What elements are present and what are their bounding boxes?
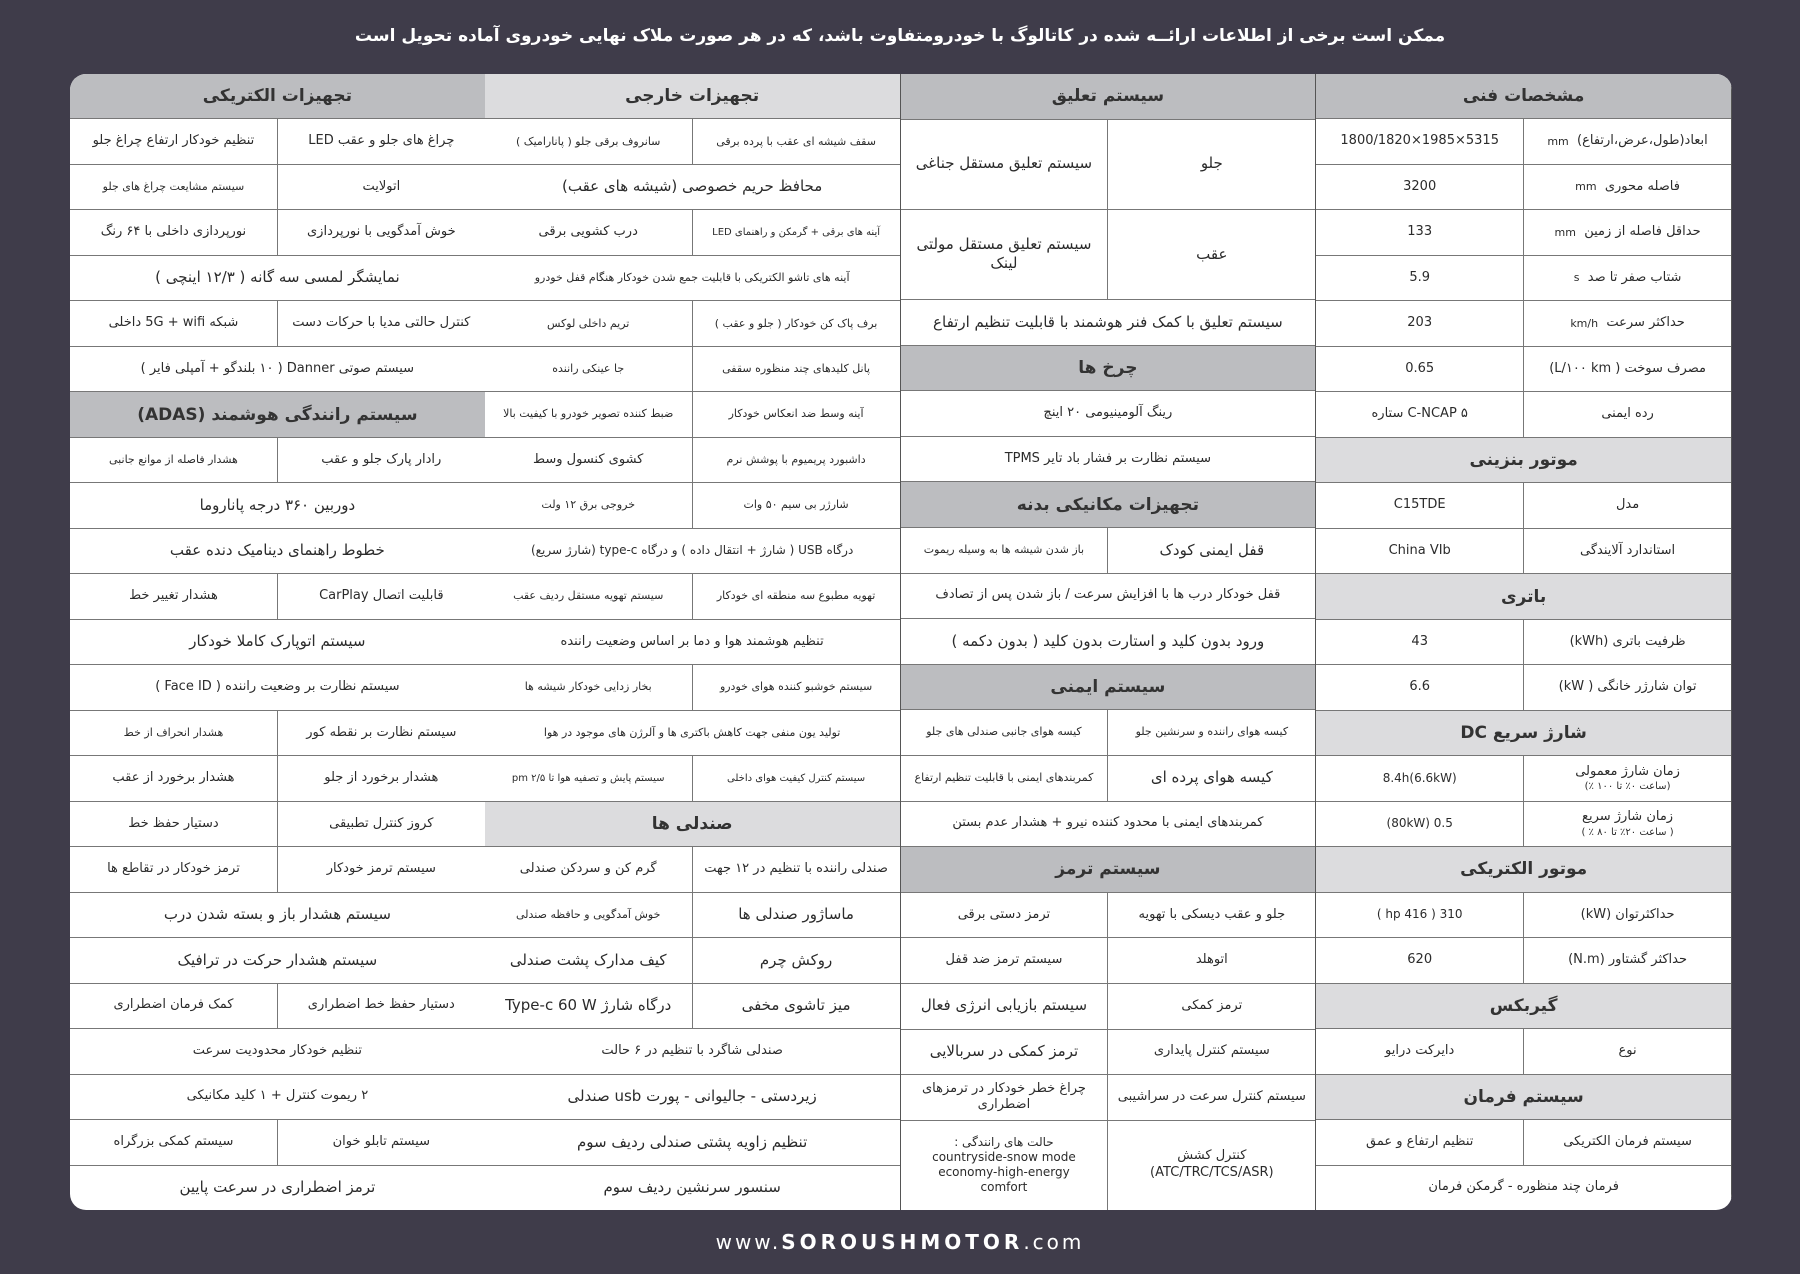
spec-value: 43 bbox=[1316, 620, 1524, 664]
motor-header: موتور الکتریکی bbox=[1460, 859, 1588, 880]
feature: سیستم بازیابی انرژی فعال bbox=[901, 984, 1109, 1029]
feature: سیستم هشدار حرکت در ترافیک bbox=[177, 950, 378, 969]
suspension-adjust: سیستم تعلیق با کمک فنر هوشمند با قابلیت تنظیم ارتفاع bbox=[933, 312, 1283, 331]
spec-label: فاصله محوری mm bbox=[1575, 178, 1680, 194]
steering-header: سیستم فرمان bbox=[1463, 1086, 1584, 1107]
spec-value: 133 bbox=[1316, 210, 1524, 254]
feature: تنظیم هوشمند هوا و دما بر اساس وضعیت راننده bbox=[560, 633, 824, 649]
feature: نمایشگر لمسی سه گانه ( ۱۲/۳ اینچی ) bbox=[155, 268, 400, 287]
feature: سیستم کنترل سرعت در سراشیبی bbox=[1117, 1088, 1306, 1104]
feature: تهویه مطبوع سه منطقه ای خودکار bbox=[716, 589, 876, 603]
feature: آینه های برقی + گرمکن و راهنمای LED bbox=[712, 227, 881, 239]
feature: باز شدن شیشه ها به وسیله ریموت bbox=[901, 528, 1109, 573]
feature: ۲ ریموت کنترل + ۱ کلید مکانیکی bbox=[186, 1088, 369, 1104]
spec-table bbox=[70, 74, 1732, 1210]
safety-header: سیستم ایمنی bbox=[1050, 677, 1166, 697]
spec-label: حداقل فاصله از زمین mm bbox=[1554, 224, 1701, 240]
feature: خوش آمدگویی و حافظه صندلی bbox=[485, 893, 693, 937]
feature: سیستم کمکی بزرگراه bbox=[70, 1120, 278, 1164]
front-label: جلو bbox=[1200, 154, 1223, 173]
feature: اتوهلد bbox=[1195, 952, 1228, 968]
spec-value: C15TDE bbox=[1316, 483, 1524, 527]
feature: ضبط کننده تصویر خودرو با کیفیت بالا bbox=[485, 392, 693, 436]
tpms: سیستم نظارت بر فشار باد تایر TPMS bbox=[1004, 450, 1212, 466]
feature: چراغ های جلو و عقب LED bbox=[308, 133, 455, 149]
feature: قفل ایمنی کودک bbox=[1159, 540, 1265, 559]
battery-header: باتری bbox=[1500, 586, 1547, 607]
feature: کمربندهای ایمنی با قابلیت تنظیم ارتفاع bbox=[901, 756, 1109, 801]
feature: تنظیم زاویه پشتی صندلی ردیف سوم bbox=[577, 1132, 808, 1151]
seats-header: صندلی ها bbox=[651, 813, 733, 834]
feature: سیستم تهویه مستقل ردیف عقب bbox=[485, 574, 693, 618]
feature: خروجی برق ۱۲ ولت bbox=[485, 483, 693, 527]
feature: دوربین ۳۶۰ درجه پاناروما bbox=[199, 495, 356, 514]
feature: چراغ خطر خودکار در ترمزهای اضطراری bbox=[901, 1075, 1109, 1120]
feature: کروز کنترل تطبیقی bbox=[329, 815, 434, 831]
traction-control: کنترل کشش (ATC/TRC/TCS/ASR) bbox=[1150, 1148, 1274, 1181]
feature: هشدار تغییر خط bbox=[70, 574, 278, 618]
feature: هشدار فاصله از موانع جانبی bbox=[70, 438, 278, 482]
feature: نورپردازی داخلی با ۶۴ رنگ bbox=[70, 210, 278, 254]
feature: درگاه USB ( شارژ + انتقال داده ) و درگاه type-c (شارژ سریع) bbox=[530, 543, 854, 558]
spec-label: مدل bbox=[1615, 497, 1640, 513]
feature: شارژر بی سیم ۵۰ وات bbox=[743, 498, 849, 512]
feature: آینه وسط ضد انعکاس خودکار bbox=[728, 407, 864, 421]
feature: سنسور سرنشین ردیف سوم bbox=[603, 1178, 781, 1197]
feature: خوش آمدگویی با نورپردازی bbox=[307, 224, 456, 240]
feature: سیستم نظارت بر وضعیت راننده ( Face ID ) bbox=[155, 679, 400, 695]
feature: هشدار برخورد از عقب bbox=[70, 756, 278, 800]
feature: کمربندهای ایمنی با محدود کننده نیرو + هشدار عدم بستن bbox=[952, 815, 1264, 831]
spec-label: سیستم فرمان الکتریکی bbox=[1563, 1133, 1692, 1149]
disclaimer: ممکن است برخی از اطلاعات ارائــه شده در کاتالوگ با خودرومتفاوت باشد، که در هر صورت ملاک نهایی خودروی آماده تحویل است bbox=[354, 26, 1446, 46]
suspension-header: سیستم تعلیق bbox=[1051, 86, 1165, 107]
feature: خطوط راهنمای دینامیک دنده عقب bbox=[169, 541, 385, 560]
spec-full: فرمان چند منظوره - گرمکن فرمان bbox=[1428, 1179, 1619, 1195]
feature: سیستم کنترل کیفیت هوای داخلی bbox=[727, 773, 866, 784]
spec-value: 3200 bbox=[1316, 165, 1524, 209]
spec-value: 8.4h(6.6kW) bbox=[1316, 756, 1524, 800]
feature: جلو و عقب دیسکی با تهویه bbox=[1138, 906, 1286, 922]
feature: جا عینکی راننده bbox=[485, 347, 693, 391]
feature: ترمز اضطراری در سرعت پایین bbox=[179, 1178, 376, 1197]
feature: درگاه شارژ Type-c 60 W bbox=[485, 984, 693, 1028]
feature: قفل خودکار درب ها با افزایش سرعت / باز شدن پس از تصادف bbox=[935, 587, 1281, 603]
electric-column bbox=[70, 74, 485, 1210]
feature: داشبورد پریمیوم با پوشش نرم bbox=[726, 452, 866, 466]
suspension-column bbox=[901, 74, 1317, 1210]
feature: سیستم پایش و تصفیه هوا تا ۲/۵ pm bbox=[485, 756, 693, 800]
feature: برف پاک کن خودکار ( جلو و عقب ) bbox=[714, 316, 878, 330]
feature: کیف مدارک پشت صندلی bbox=[485, 938, 693, 982]
body-header: تجهیزات مکانیکی بدنه bbox=[1016, 494, 1199, 515]
footer-suffix: .com bbox=[1023, 1230, 1085, 1254]
feature: صندلی شاگرد با تنظیم در ۶ حالت bbox=[601, 1042, 783, 1058]
footer-prefix: www. bbox=[715, 1230, 782, 1254]
spec-label: نوع bbox=[1618, 1042, 1637, 1058]
spec-label: زمان شارژ سریع ( ساعت ۲۰٪ تا ۸۰ ٪ ) bbox=[1581, 809, 1674, 838]
feature: دستیار حفظ خط اضطراری bbox=[307, 997, 455, 1013]
spec-label: ابعاد(طول،عرض،ارتفاع) mm bbox=[1547, 133, 1708, 149]
spec-value: دایرکت درایو bbox=[1316, 1029, 1524, 1073]
spec-value: 620 bbox=[1316, 938, 1524, 982]
feature: تریم داخلی لوکس bbox=[485, 301, 693, 345]
feature: ترمز کمکی در سربالایی bbox=[901, 1030, 1109, 1075]
feature: سیستم نظارت بر نقطه کور bbox=[306, 724, 457, 740]
spec-value: 0.65 bbox=[1316, 347, 1524, 391]
feature: هشدار انحراف از خط bbox=[70, 711, 278, 755]
feature: ترمز دستی برقی bbox=[901, 893, 1109, 938]
feature: سیستم هشدار باز و بسته شدن درب bbox=[163, 905, 391, 924]
spec-value: 5.9 bbox=[1316, 256, 1524, 300]
feature: کیسه هوای راننده و سرنشین جلو bbox=[1135, 725, 1289, 739]
feature: تنظیم خودکار محدودیت سرعت bbox=[192, 1042, 363, 1058]
feature: گرم کن و سردکن صندلی bbox=[485, 847, 693, 891]
spec-label: شتاب صفر تا صد s bbox=[1573, 269, 1682, 285]
feature: ترمز کمکی bbox=[1181, 997, 1243, 1013]
feature: کشوی کنسول وسط bbox=[485, 438, 693, 482]
spec-label: ظرفیت باتری (kWh) bbox=[1569, 633, 1686, 649]
spec-value: 5315×1985×1800/1820 bbox=[1316, 119, 1524, 163]
dc-header: شارژ سریع DC bbox=[1460, 722, 1587, 743]
feature: سیستم تابلو خوان bbox=[332, 1133, 431, 1149]
feature: سیستم کنترل پایداری bbox=[1153, 1043, 1270, 1059]
spec-label: حداکثر گشتاور (N.m) bbox=[1568, 952, 1688, 967]
feature: کمک فرمان اضطراری bbox=[70, 984, 278, 1028]
spec-label: زمان شارژ معمولی (ساعت ۰٪ تا ۱۰۰ ٪) bbox=[1575, 763, 1680, 793]
rear-suspension: سیستم تعلیق مستقل مولتی لینک bbox=[901, 210, 1109, 299]
spec-value: تنظیم ارتفاع و عمق bbox=[1316, 1120, 1524, 1164]
feature: بخار زدایی خودکار شیشه ها bbox=[485, 665, 693, 709]
feature: صندلی راننده با تنظیم در ۱۲ جهت bbox=[704, 861, 888, 877]
spec-label: حداکثرتوان (kW) bbox=[1580, 906, 1675, 922]
tech-column bbox=[1316, 74, 1732, 1210]
rear-label: عقب bbox=[1196, 244, 1228, 263]
feature: سیستم ترمز ضد قفل bbox=[901, 938, 1109, 983]
spec-label: توان شارژر خانگی ( kW) bbox=[1558, 679, 1697, 695]
spec-label: حداکثر سرعت km/h bbox=[1570, 315, 1685, 331]
feature: کیسه هوای پرده ای bbox=[1150, 768, 1273, 787]
feature: سقف شیشه ای عقب با پرده برقی bbox=[716, 134, 876, 148]
gearbox-header: گیربکس bbox=[1489, 995, 1558, 1016]
drive-modes: حالت های رانندگی : countryside-snow mode economy-high-energy comfort bbox=[901, 1121, 1109, 1210]
petrol-header: موتور بنزینی bbox=[1469, 450, 1578, 471]
front-suspension: سیستم تعلیق مستقل جناغی bbox=[901, 120, 1109, 209]
feature: قابلیت اتصال CarPlay bbox=[319, 588, 444, 604]
exterior-column bbox=[485, 74, 901, 1210]
feature: روکش چرم bbox=[759, 950, 833, 969]
feature: سیستم اتوپارک کاملا خودکار bbox=[189, 632, 366, 651]
feature: زیردستی - جالیوانی - پورت usb صندلی bbox=[567, 1087, 817, 1106]
electric-header: تجهیزات الکتریکی bbox=[202, 86, 353, 107]
feature: سیستم صوتی Danner ( ۱۰ بلندگو + آمپلی فایر ) bbox=[140, 360, 415, 376]
feature: ترمز خودکار در تقاطع ها bbox=[70, 847, 278, 891]
feature: ماساژور صندلی ها bbox=[738, 905, 854, 924]
website-footer[interactable] bbox=[0, 1230, 1800, 1254]
feature: درب کشویی برقی bbox=[485, 210, 693, 254]
wheel-rim: رینگ آلومینیومی ۲۰ اینچ bbox=[1043, 405, 1173, 421]
spec-label: رده ایمنی bbox=[1601, 406, 1654, 422]
feature: کیسه هوای جانبی صندلی های جلو bbox=[901, 710, 1109, 755]
feature: محافظ حریم خصوصی (شیشه های عقب) bbox=[562, 177, 823, 196]
feature: دستیار حفظ خط bbox=[70, 802, 278, 846]
feature: سانروف برقی جلو ( پانارامیک ) bbox=[485, 119, 693, 163]
feature: سیستم خوشبو کننده هوای خودرو bbox=[719, 680, 873, 694]
feature: سیستم مشایعت چراغ های جلو bbox=[70, 165, 278, 209]
feature: پانل کلیدهای چند منظوره سقفی bbox=[722, 362, 871, 375]
wheels-header: چرخ ها bbox=[1078, 357, 1138, 378]
feature: هشدار برخورد از جلو bbox=[324, 770, 439, 786]
spec-value: 310 ( 416 hp ) bbox=[1316, 893, 1524, 937]
feature: رادار پارک جلو و عقب bbox=[321, 451, 442, 467]
feature: سیستم ترمز خودکار bbox=[326, 861, 436, 877]
feature: ورود بدون کلید و استارت بدون کلید ( بدون دکمه ) bbox=[951, 631, 1265, 650]
feature: شبکه 5G + wifi داخلی bbox=[70, 301, 278, 345]
feature: اتولایت bbox=[362, 178, 401, 194]
spec-label: مصرف سوخت ( L/۱۰۰ km) bbox=[1549, 360, 1706, 376]
adas-header: سیستم رانندگی هوشمند (ADAS) bbox=[137, 404, 418, 425]
footer-brand: SOROUSHMOTOR bbox=[781, 1230, 1024, 1254]
feature: تولید یون منفی جهت کاهش باکتری ها و آلرژن های موجود در هوا bbox=[543, 725, 841, 739]
spec-value: 6.6 bbox=[1316, 665, 1524, 709]
feature: کنترل حالتی مدیا با حرکات دست bbox=[292, 315, 471, 331]
brake-header: سیستم ترمز bbox=[1055, 859, 1161, 880]
spec-value: C-NCAP ۵ ستاره bbox=[1316, 392, 1524, 436]
feature: میز تاشوی مخفی bbox=[741, 996, 851, 1015]
feature: آینه های تاشو الکتریکی با قابلیت جمع شدن خودکار هنگام قفل خودرو bbox=[534, 271, 850, 285]
spec-value: China VIb bbox=[1316, 529, 1524, 573]
spec-value: 0.5 (80kW) bbox=[1316, 802, 1524, 846]
spec-label: استاندارد آلایندگی bbox=[1580, 542, 1676, 558]
spec-value: 203 bbox=[1316, 301, 1524, 345]
exterior-header: تجهیزات خارجی bbox=[625, 86, 760, 107]
tech-header: مشخصات فنی bbox=[1462, 86, 1585, 107]
feature: تنظیم خودکار ارتفاع چراغ جلو bbox=[70, 119, 278, 163]
